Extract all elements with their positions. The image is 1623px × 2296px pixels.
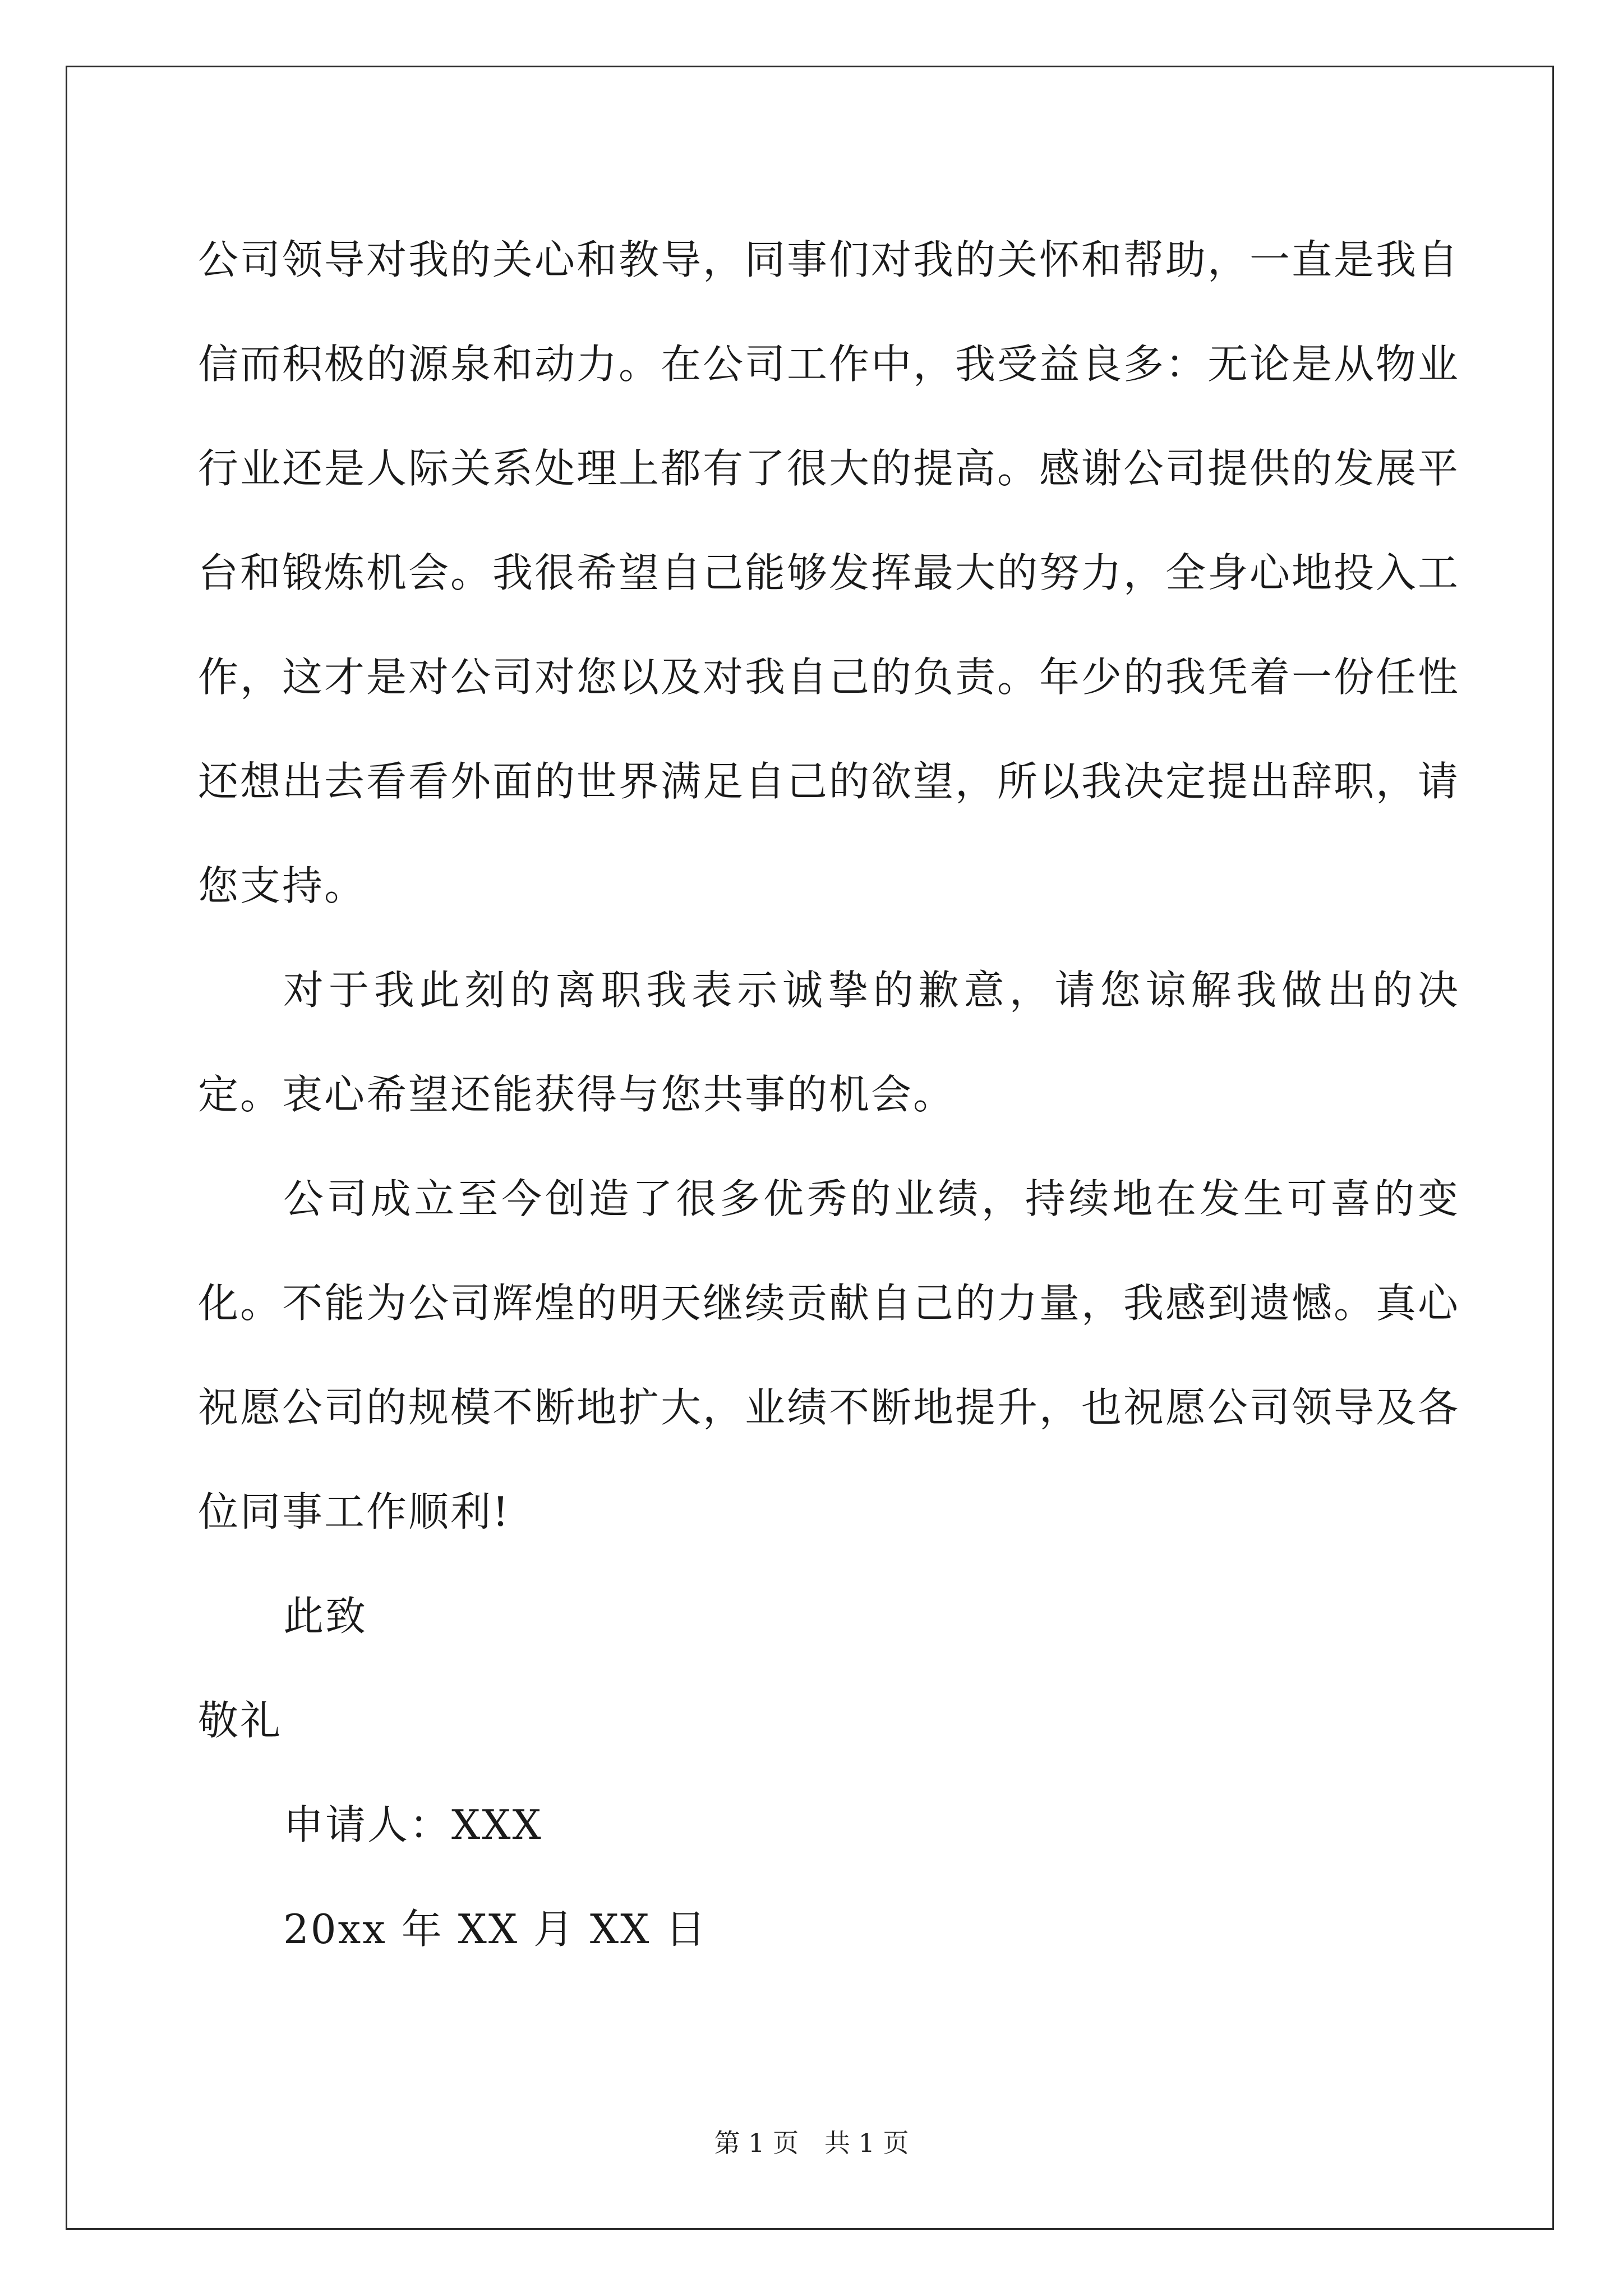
closing-salutation: 此致 bbox=[283, 1593, 368, 1640]
page-total: 共 1 页 bbox=[824, 2128, 909, 2158]
paragraph-wishes: 公司成立至今创造了很多优秀的业绩，持续地在发生可喜的变化。不能为公司辉煌的明天继续贡献自己的力量，我感到遗憾。真心祝愿公司的规模不断地扩大，业绩不断地提升，也祝愿公司领导及各位同事工作顺利! bbox=[198, 1175, 1460, 1535]
letter-date: 20xx 年 XX 月 XX 日 bbox=[283, 1906, 708, 1953]
paragraph-gratitude: 公司领导对我的关心和教导，同事们对我的关怀和帮助，一直是我自信而积极的源泉和动力。在公司工作中，我受益良多：无论是从物业行业还是人际关系处理上都有了很大的提高。感谢公司提供的发展平台和锻炼机会。我很希望自己能够发挥最大的努力，全身心地投入工作，这才是对公司对您以及对我自己的负责。年少的我凭着一份任性还想出去看看外面的世界满足自己的欲望，所以我决定提出辞职，请您支持。 bbox=[198, 236, 1460, 909]
page-footer bbox=[0, 2126, 1623, 2160]
page-number: 第 1 页 bbox=[714, 2128, 799, 2158]
applicant-signature: 申请人：XXX bbox=[283, 1801, 543, 1848]
letter-body bbox=[198, 208, 1460, 1981]
closing-regards: 敬礼 bbox=[198, 1697, 283, 1744]
paragraph-apology: 对于我此刻的离职我表示诚挚的歉意，请您谅解我做出的决定。衷心希望还能获得与您共事的机会。 bbox=[198, 967, 1460, 1118]
